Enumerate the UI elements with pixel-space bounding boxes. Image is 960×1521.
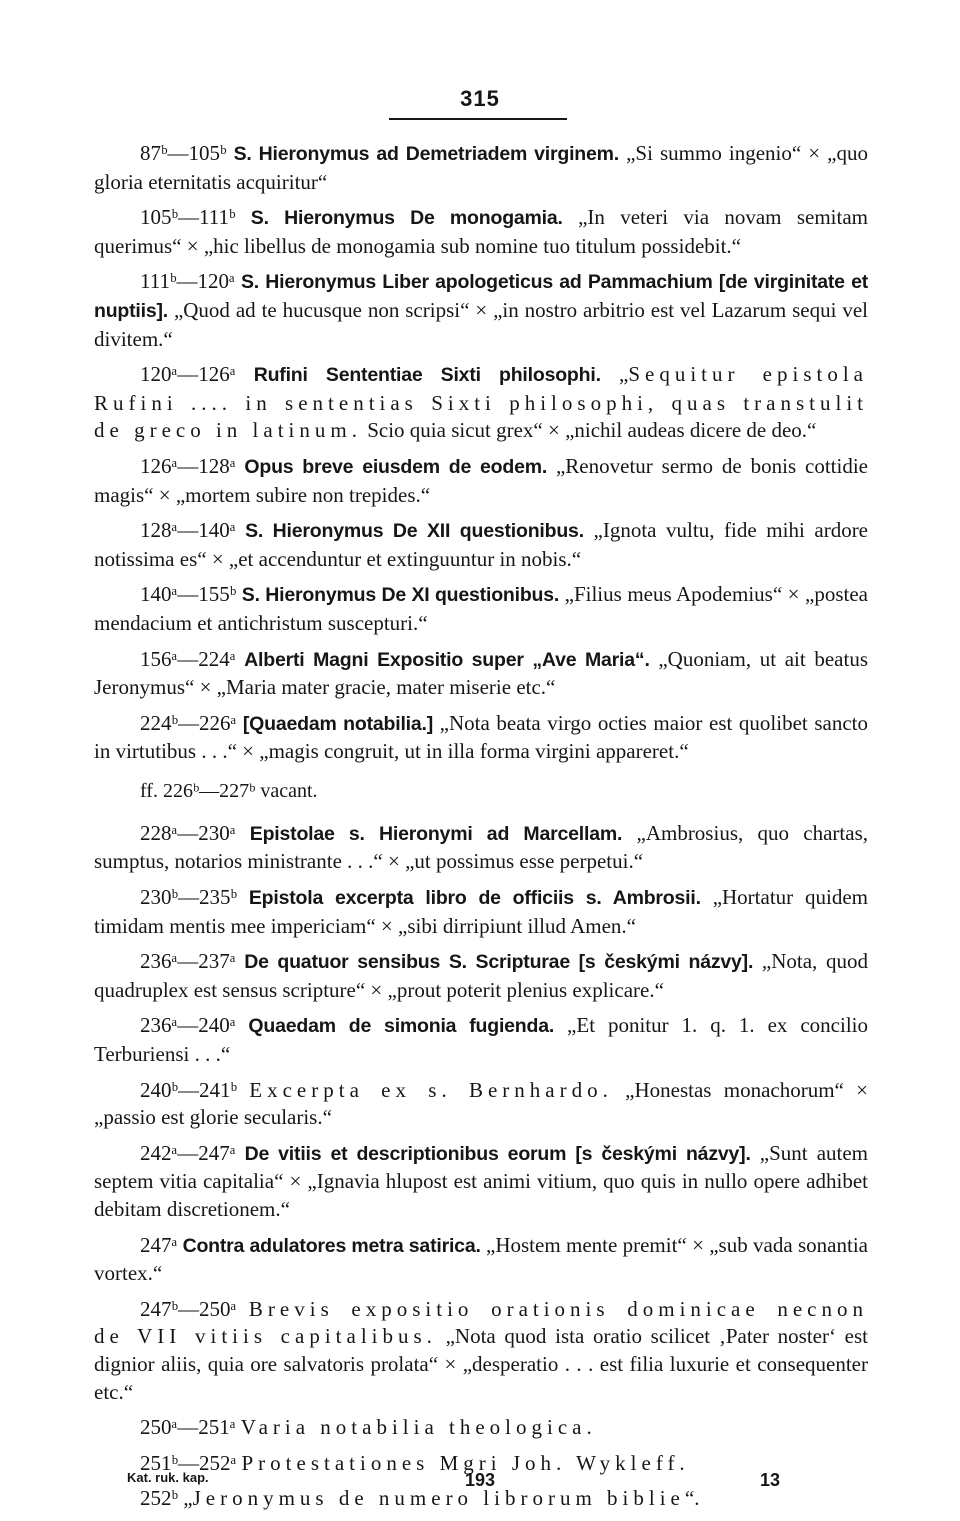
entry-folio-range: 247ᵇ—250ᵃ xyxy=(140,1296,249,1321)
catalogue-entry xyxy=(94,1296,868,1406)
entry-incipit-explicit: „Hortatur quidem timidam mentis mee impericiam“ × „sibi dirripiunt illud Amen.“ xyxy=(94,885,868,938)
catalogue-entry xyxy=(94,710,868,766)
entry-incipit-explicit: „Honestas monachorum“ × „passio est glorie secularis.“ xyxy=(94,1077,868,1130)
entry-folio-range: 87ᵇ—105ᵇ xyxy=(140,141,234,165)
entry-title: S. Hieronymus De XII questionibus. xyxy=(245,520,584,543)
catalogue-entry xyxy=(94,1012,868,1068)
entry-title: De quatuor sensibus S. Scripturae [s českými názvy]. xyxy=(244,951,754,974)
entry-title: S. Hieronymus De XI questionibus. xyxy=(241,584,560,607)
entry-folio-range: 120ᵃ—126ᵃ xyxy=(140,362,254,387)
entry-incipit-explicit: „Si summo ingenio“ × „quo gloria eternitatis acquiritur“ xyxy=(94,141,868,194)
entry-incipit-explicit: „Et ponitur 1. q. 1. ex concilio Terburiensi . . .“ xyxy=(94,1013,869,1067)
catalogue-entry xyxy=(94,361,868,445)
entry-folio-range: 126ᵃ—128ᵃ xyxy=(140,453,245,478)
entry-incipit-explicit: „Ambrosius, quo chartas, sumptus, notarios ministrante . . .“ × „ut possimus esse perpetui.“ xyxy=(94,820,868,874)
entry-incipit-explicit: „Nota, quod quadruplex est sensus scripture“ × „prout poterit plenius explicare.“ xyxy=(94,949,868,1002)
entry-incipit-explicit: „ xyxy=(183,1486,193,1511)
entry-title: Contra adulatores metra satirica. xyxy=(182,1234,481,1257)
catalogue-entry xyxy=(94,517,868,573)
catalogue-entry xyxy=(94,204,868,260)
entry-spaced-title: Excerpta ex s. Bernhardo. xyxy=(249,1077,613,1102)
footer-gathering-number: 13 xyxy=(760,1470,781,1490)
entry-folio-range: 236ᵃ—240ᵃ xyxy=(140,1013,249,1038)
entry-incipit-explicit: „ xyxy=(600,362,629,387)
entry-folio-range: 111ᵇ—120ᵃ xyxy=(140,269,241,294)
catalogue-entry xyxy=(94,268,868,353)
catalogue-entry xyxy=(94,820,868,876)
catalogue-entry xyxy=(94,1232,868,1288)
entry-folio-range: 236ᵃ—237ᵃ xyxy=(140,949,245,974)
entry-title: Rufini Sententiae Sixti philosophi. xyxy=(253,364,601,387)
footer-sheet-number: 193 xyxy=(464,1470,496,1490)
catalogue-entry xyxy=(94,1077,868,1132)
entry-title: S. Hieronymus ad Demetriadem virginem. xyxy=(233,143,620,165)
manuscript-entries xyxy=(94,140,868,1521)
entry-incipit-explicit: „Nota quod ista oratio scilicet ‚Pater noster‘ est dignior aliis, quia ore salvatoris prolata“ × „desperatio . . . est filia luxurie et consequenter etc.“ xyxy=(94,1324,868,1404)
entry-folio-range: 128ᵃ—140ᵃ xyxy=(140,518,246,543)
entry-incipit-explicit: „Quoniam, ut ait beatus Jeronymus“ × „Maria mater gracie, mater miserie etc.“ xyxy=(94,646,869,700)
catalogue-entry xyxy=(94,948,868,1004)
vacant-folios-note: ff. 226ᵇ—227ᵇ vacant. xyxy=(140,779,318,802)
entry-folio-range: 242ᵃ—247ᵃ xyxy=(140,1140,245,1165)
catalogue-entry xyxy=(94,1414,868,1442)
entry-incipit-explicit: “. xyxy=(684,1486,700,1511)
entry-folio-range: 251ᵇ—252ᵃ xyxy=(140,1450,242,1475)
entry-title: Alberti Magni Expositio super „Ave Maria“. xyxy=(244,648,650,671)
entry-folio-range: 228ᵃ—230ᵃ xyxy=(140,820,250,845)
page-number: 315 xyxy=(460,86,500,111)
entry-title: De vitiis et descriptionibus eorum [s českými názvy]. xyxy=(244,1142,751,1165)
entry-incipit-explicit: „Hostem mente premit“ × „sub vada sonantia vortex.“ xyxy=(94,1232,868,1286)
entry-spaced-title: Varia notabilia theologica. xyxy=(240,1415,597,1440)
entry-incipit-explicit: „Filius meus Apodemius“ × „postea mendacium et antichristum suscepturi.“ xyxy=(94,582,869,635)
entry-title: [Quaedam notabilia.] xyxy=(242,712,434,735)
entry-folio-range: 105ᵇ—111ᵇ xyxy=(140,205,251,230)
entry-incipit-explicit: „Sunt autem septem vitia capitalia“ × „Ignavia hlupost est animi vitium, quo quis in nullo opere adhibet debitam discretionem.“ xyxy=(94,1140,869,1221)
entry-spaced-title: Sequitur epistola Rufini .... in sententias Sixti philosophi, quas transtulit de greco in latinum. xyxy=(94,362,869,443)
catalogue-entry xyxy=(94,140,868,196)
entry-folio-range: 252ᵇ xyxy=(140,1486,184,1511)
header-rule xyxy=(389,118,567,120)
entry-spaced-title: Brevis expositio orationis dominicae necnon de VII vitiis capitalibus. xyxy=(94,1296,869,1349)
entry-folio-range: 250ᵃ—251ᵃ xyxy=(140,1415,241,1440)
entry-folio-range: 240ᵇ—241ᵇ xyxy=(140,1077,250,1102)
entry-folio-range: 224ᵇ—226ᵃ xyxy=(140,710,243,735)
entry-spaced-title: Jeronymus de numero librorum biblie xyxy=(192,1486,685,1511)
catalogue-entry xyxy=(94,581,868,637)
entry-folio-range: 247ᵃ xyxy=(140,1232,183,1257)
entry-title: S. Hieronymus De monogamia. xyxy=(250,207,563,230)
catalogue-entry xyxy=(94,1140,868,1224)
footer-signature: Kat. ruk. kap. xyxy=(127,1470,209,1485)
entry-title: Quaedam de simonia fugienda. xyxy=(248,1015,555,1038)
entry-incipit-explicit: „Renovetur sermo de bonis cottidie magis“ × „mortem subire non trepides.“ xyxy=(94,453,868,507)
entry-title: Epistolae s. Hieronymi ad Marcellam. xyxy=(249,822,623,845)
entry-incipit-explicit: Scio quia sicut grex“ × „nichil audeas dicere de deo.“ xyxy=(361,418,817,443)
entry-folio-range: 156ᵃ—224ᵃ xyxy=(140,646,245,671)
entry-folio-range: 230ᵇ—235ᵇ xyxy=(140,885,249,910)
entry-folio-range: 140ᵃ—155ᵇ xyxy=(140,582,242,607)
catalogue-entry xyxy=(94,884,868,940)
entry-title: S. Hieronymus Liber apologeticus ad Pammachium [de virginitate et nuptiis]. xyxy=(94,271,869,322)
entry-incipit-explicit: „Nota beata virgo octies maior est quolibet sancto in virtutibus . . .“ × „magis congruit, ut in illa forma virgini appareret.“ xyxy=(94,710,869,764)
entry-spaced-title: Protestationes Mgri Joh. Wykleff. xyxy=(241,1450,690,1475)
entry-incipit-explicit: „In veteri via novam semitam querimus“ × „hic libellus de monogamia sub nomine tuo titulum possidebit.“ xyxy=(94,205,868,258)
entry-title: Opus breve eiusdem de eodem. xyxy=(244,455,548,478)
entry-incipit-explicit: „Ignota vultu, fide mihi ardore notissima es“ × „et accenduntur et extinguuntur in nobis.“ xyxy=(94,518,869,571)
catalogue-entry xyxy=(94,453,868,509)
catalogue-entry xyxy=(94,646,868,702)
entry-incipit-explicit: „Quod ad te hucusque non scripsi“ × „in nostro arbitrio est vel Lazarum sequi vel divitem.“ xyxy=(94,297,868,351)
entry-title: Epistola excerpta libro de officiis s. Ambrosii. xyxy=(248,887,701,910)
